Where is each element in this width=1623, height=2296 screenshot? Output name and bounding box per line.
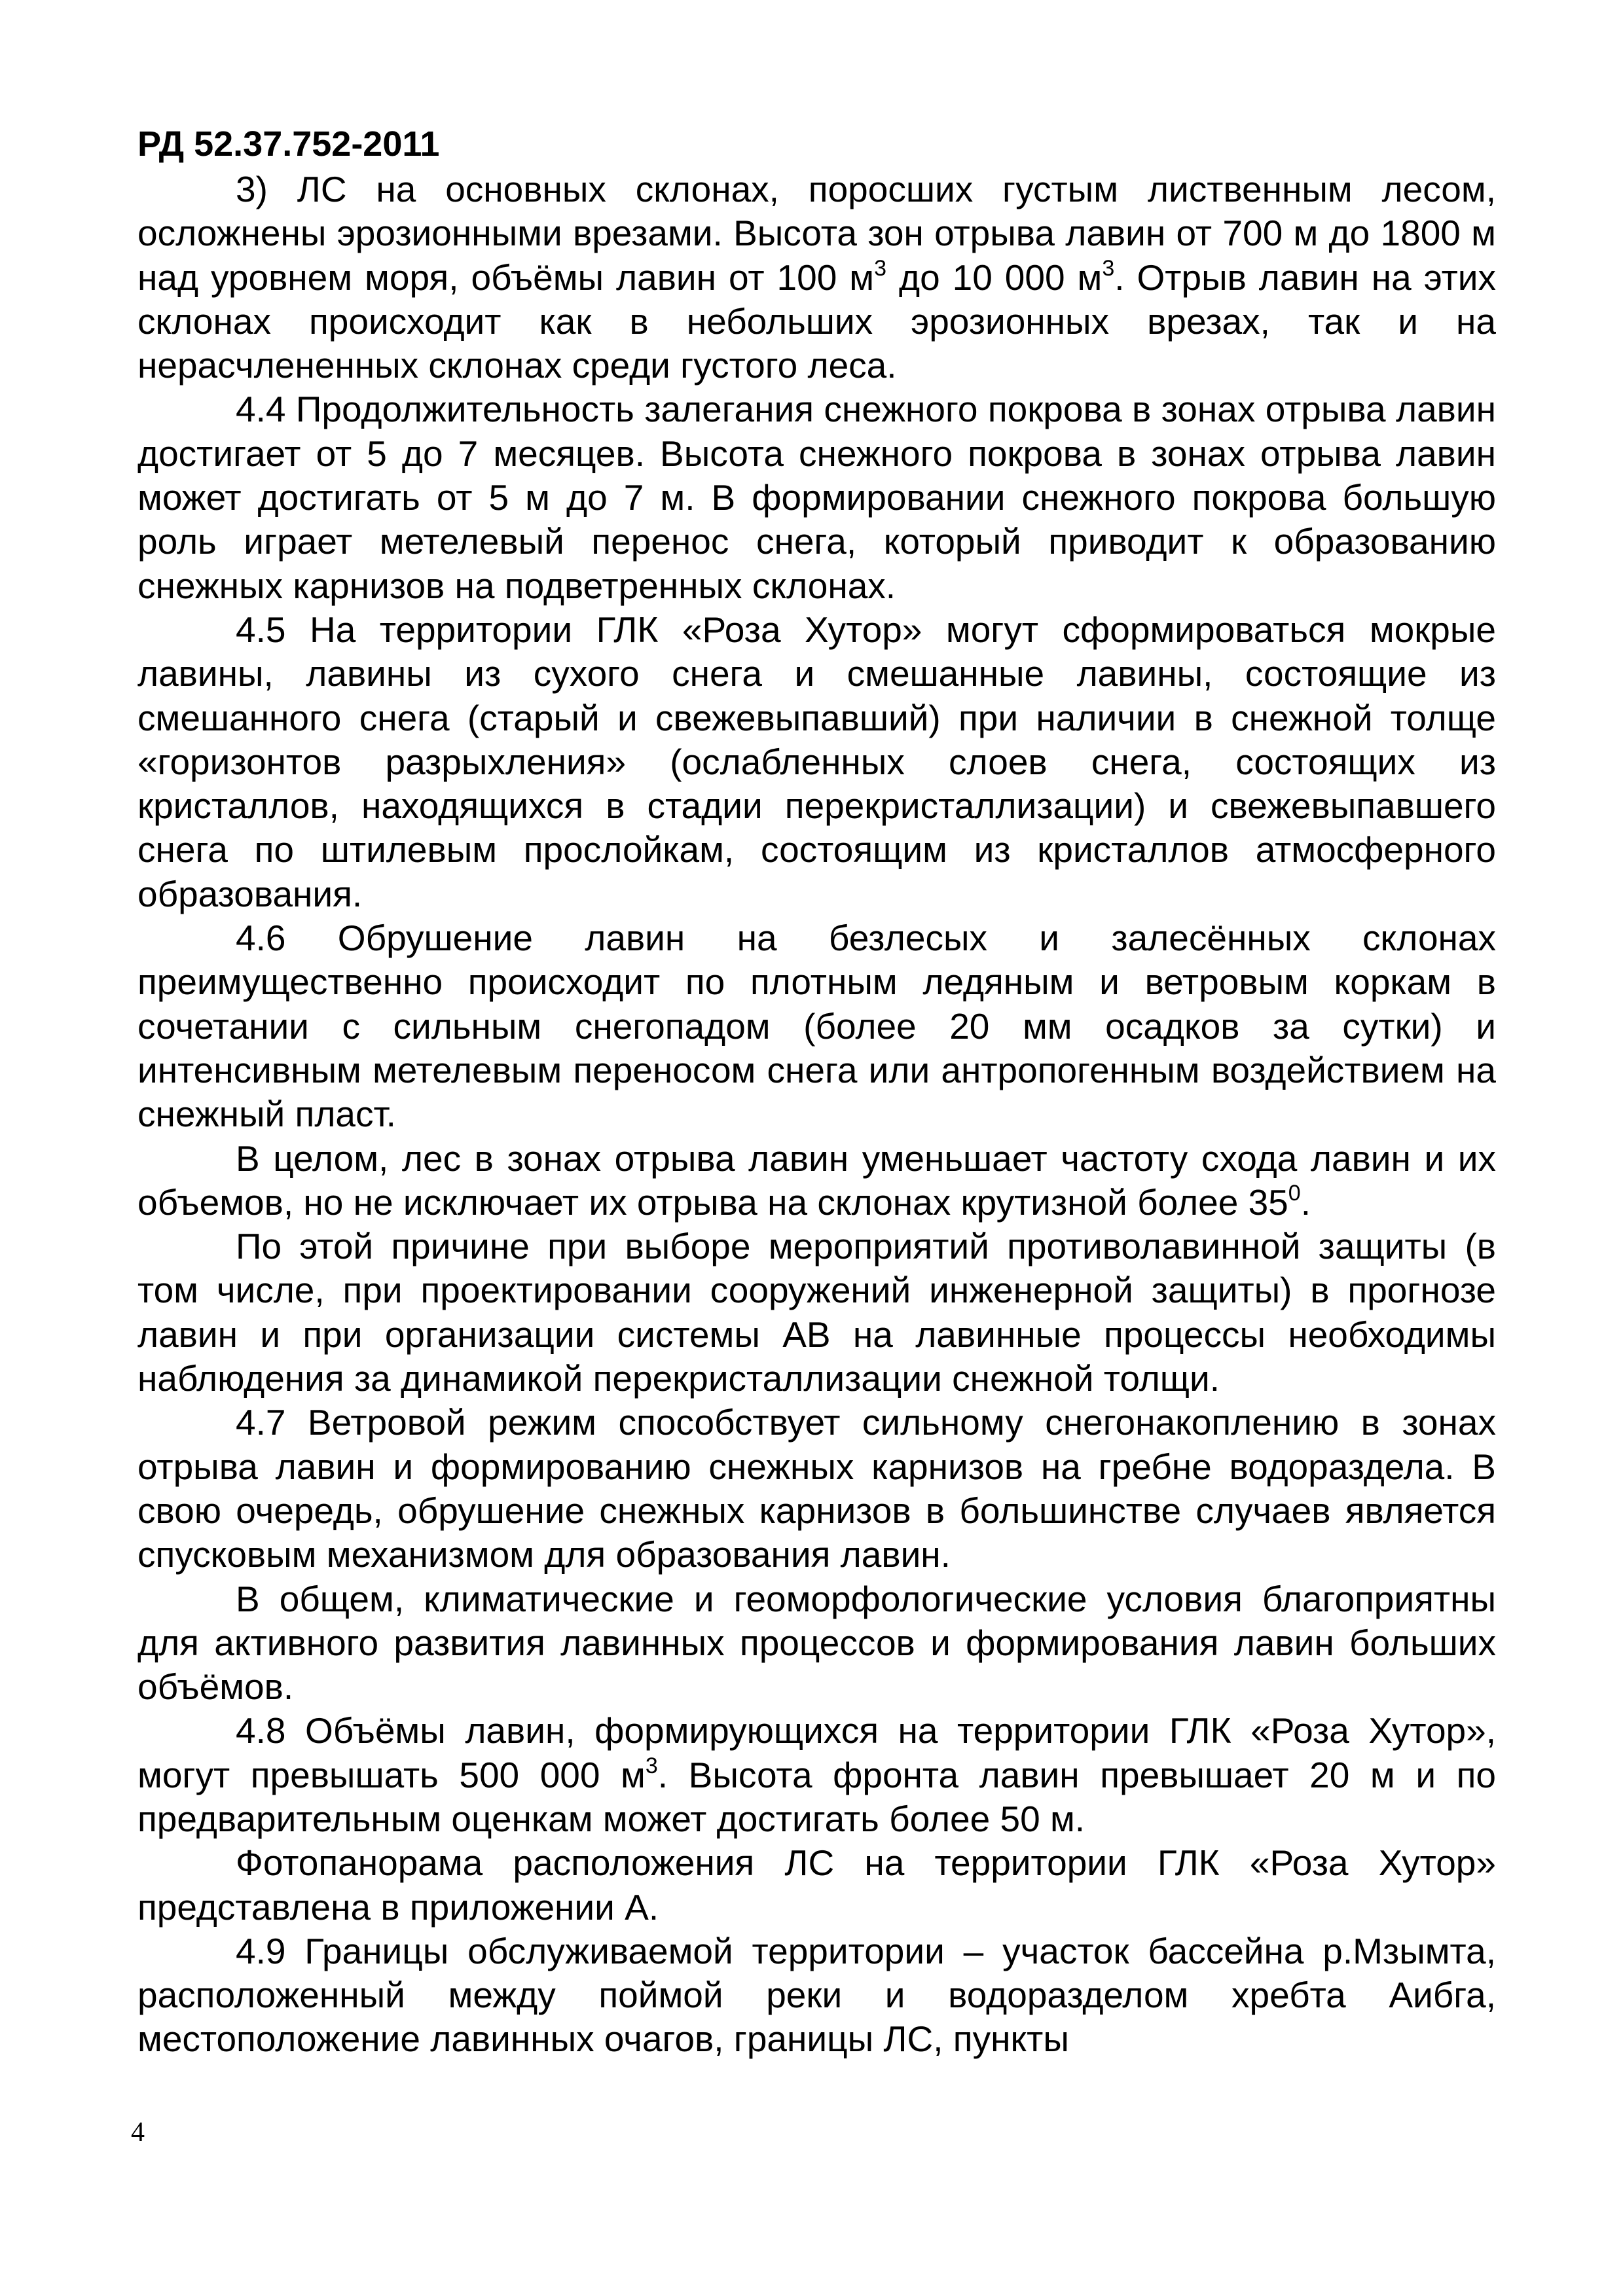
paragraph-text: 4.5 На территории ГЛК «Роза Хутор» могут сформироваться мокрые лавины, лавины из сухого снега и смешанные лавины, состоящие из смешанного снега (старый и свежевыпавший) при наличии в снежной толще «горизонтов разрыхления» (ослабленных слоев снега, состоящих из кристаллов, находящихся в стадии перекристаллизации) и свежевыпавшего снега по штилевым прослойкам, состоящим из кристаллов атмосферного образования.	[137, 609, 1496, 914]
paragraph-p-reason	[137, 1225, 1496, 1401]
document-body	[137, 168, 1496, 2062]
paragraph-p-4-6	[137, 916, 1496, 1136]
superscript: 3	[645, 1753, 658, 1778]
paragraph-p-forest	[137, 1137, 1496, 1225]
paragraph-text: . Высота фронта лавин превышает 20 м и по предварительным оценкам может достигать более 50 м.	[137, 1754, 1496, 1839]
paragraph-text: 3) ЛС на основных склонах, поросших густым лиственным лесом, осложнены эрозионными врезами. Высота зон отрыва лавин от 700 м до 1800 м над уровнем моря, объёмы лавин от 100 м	[137, 169, 1496, 298]
paragraph-text: В общем, климатические и геоморфологические условия благоприятны для активного развития лавинных процессов и формирования лавин больших объёмов.	[137, 1578, 1496, 1708]
superscript: 3	[874, 255, 886, 281]
document-header: РД 52.37.752-2011	[137, 124, 440, 164]
paragraph-text: .	[1300, 1181, 1311, 1223]
paragraph-p-3-erosion	[137, 168, 1496, 387]
superscript: 3	[1102, 255, 1115, 281]
superscript: 0	[1288, 1180, 1301, 1206]
paragraph-text: Фотопанорама расположения ЛС на территории ГЛК «Роза Хутор» представлена в приложении А.	[137, 1842, 1496, 1928]
paragraph-text: 4.7 Ветровой режим способствует сильному снегонакоплению в зонах отрыва лавин и формированию снежных карнизов на гребне водораздела. В свою очередь, обрушение снежных карнизов в большинстве случаев является спусковым механизмом для образования лавин.	[137, 1402, 1496, 1575]
paragraph-p-4-8	[137, 1709, 1496, 1841]
paragraph-text: 4.6 Обрушение лавин на безлесых и залесённых склонах преимущественно происходит по плотным ледяным и ветровым коркам в сочетании с сильным снегопадом (более 20 мм осадков за сутки) и интенсивным метелевым переносом снега или антропогенным воздействием на снежный пласт.	[137, 918, 1496, 1135]
paragraph-text: По этой причине при выборе мероприятий противолавинной защиты (в том числе, при проектировании сооружений инженерной защиты) в прогнозе лавин и при организации системы АВ на лавинные процессы необходимы наблюдения за динамикой перекристаллизации снежной толщи.	[137, 1226, 1496, 1399]
paragraph-p-4-4	[137, 387, 1496, 607]
paragraph-p-4-7	[137, 1401, 1496, 1577]
paragraph-text: . Отрыв лавин на этих склонах происходит как в небольших эрозионных врезах, так и на нерасчлененных склонах среди густого леса.	[137, 257, 1496, 386]
paragraph-text: 4.4 Продолжительность залегания снежного покрова в зонах отрыва лавин достигает от 5 до 7 месяцев. Высота снежного покрова в зонах отрыва лавин может достигать от 5 м до 7 м. В формировании снежного покрова большую роль играет метелевый перенос снега, который приводит к образованию снежных карнизов на подветренных склонах.	[137, 389, 1496, 606]
paragraph-p-4-5	[137, 608, 1496, 916]
paragraph-text: 4.8 Объёмы лавин, формирующихся на территории ГЛК «Роза Хутор», могут превышать 500 000 м	[137, 1710, 1496, 1795]
paragraph-p-general	[137, 1577, 1496, 1710]
paragraph-text: 4.9 Границы обслуживаемой территории – участок бассейна р.Мзымта, расположенный между поймой реки и водоразделом хребта Аибга, местоположение лавинных очагов, границы ЛС, пункты	[137, 1930, 1496, 2060]
paragraph-p-panorama	[137, 1841, 1496, 1929]
paragraph-p-4-9	[137, 1929, 1496, 2062]
paragraph-text: В целом, лес в зонах отрыва лавин уменьшает частоту схода лавин и их объемов, но не исключает их отрыва на склонах крутизной более 35	[137, 1138, 1496, 1223]
paragraph-text: до 10 000 м	[886, 257, 1103, 298]
page-number: 4	[131, 2117, 145, 2147]
